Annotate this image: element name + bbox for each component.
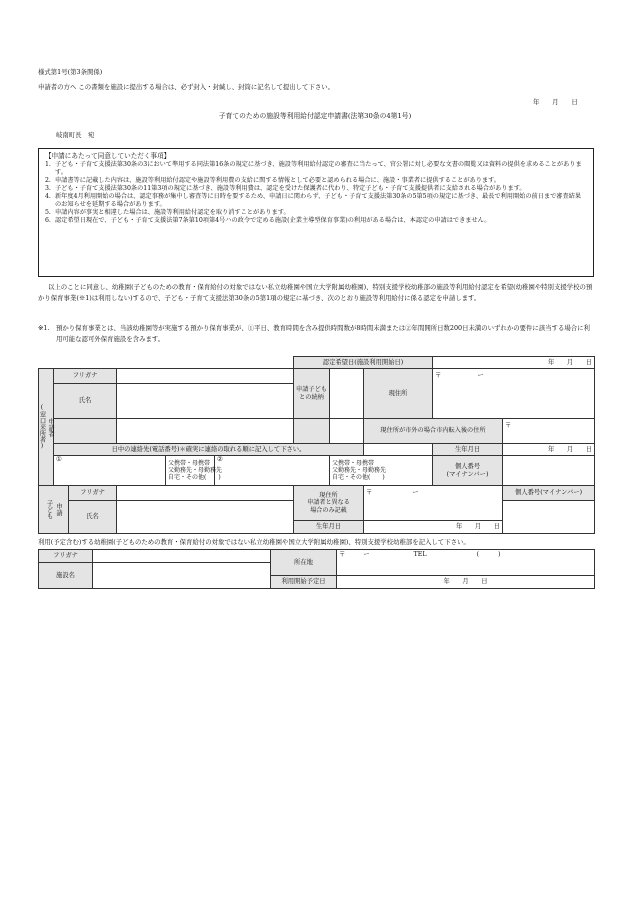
- mynumber-input[interactable]: [503, 456, 595, 486]
- child-mynumber-label: 個人番号(マイナンバー): [503, 486, 595, 501]
- applicant-table: [38, 356, 595, 534]
- applicant-name-input[interactable]: [117, 384, 294, 419]
- facility-furigana-input[interactable]: [93, 550, 271, 563]
- location-label: 所在地: [271, 550, 337, 576]
- child-name-label: 氏名: [69, 501, 117, 534]
- facility-furigana-label: フリガナ: [39, 550, 93, 563]
- alt-address-input[interactable]: 〒: [503, 419, 595, 444]
- consent-item: 3. 子ども・子育て支援法第30条の11第3項の規定に基づき、施設等利用費は、認定を受けた保護者に代わり、特定子ども・子育て支援提供者に支給される場合があります。: [45, 185, 526, 193]
- child-address-input[interactable]: 〒 ー: [364, 486, 503, 521]
- contact2-options[interactable]: 父携帯・母携帯 父勤務先・母勤務先 自宅・その他( ): [330, 456, 433, 486]
- facility-name-label: 施設名: [39, 563, 93, 589]
- blank-cell: [364, 444, 433, 456]
- child-birth-label: 生年月日: [294, 521, 364, 534]
- application-date[interactable]: 年 月 日: [533, 98, 578, 106]
- mynumber-label: 個人番号 (マイナンバー): [433, 456, 503, 486]
- relation-label: 申請子どもとの続柄: [294, 369, 330, 419]
- consent-item: 2. 申請書等に記載した内容は、施設等利用給付認定や施設等利用費の支給に関する情報として必要と認められる場合に、施設・事業者に提供することがあります。: [45, 177, 500, 185]
- contact-header: 日中の連絡先(電話番号)＊確実に連絡の取れる順に記入して下さい。: [54, 444, 364, 456]
- facility-name-input[interactable]: [93, 563, 271, 589]
- facility-table: [38, 549, 595, 589]
- child-name-input[interactable]: [117, 501, 294, 534]
- address-input[interactable]: 〒 ー: [433, 369, 595, 419]
- child-address-label: 現住所 申請者と異なる 場合のみ記載: [294, 486, 364, 521]
- blank-cell: [294, 419, 330, 444]
- blank-cell: [330, 419, 364, 444]
- contact1-input[interactable]: ①: [54, 456, 166, 486]
- form-number: 様式第1号(第3条関係): [38, 68, 103, 76]
- footnote-mark: ※1.: [38, 324, 50, 332]
- submission-instruction: 申請者の方へ この書類を施設に提出する場合は、必ず封入・封緘し、封筒に記名して提出して下さい。: [38, 83, 334, 91]
- desired-date-field[interactable]: 年 月 日: [433, 357, 595, 369]
- consent-item: 1. 子ども・子育て支援法第30条の3において準用する同法第16条の規定に基づき、施設等利用給付認定の審査に当たって、官公署に対し必要な文書の閲覧又は資料の提供を求めることがあります。: [45, 161, 582, 177]
- child-furigana-label: フリガナ: [69, 486, 117, 501]
- child-birth-date-field[interactable]: 年 月 日: [364, 521, 503, 534]
- child-mynumber-input[interactable]: [503, 501, 595, 534]
- footnote: [38, 323, 594, 345]
- document-title: 子育てのための施設等利用給付認定申請書(法第30条の4第1号): [218, 112, 412, 120]
- applicant-furigana-input[interactable]: [117, 369, 294, 384]
- addressee: 岐南町長 宛: [56, 131, 95, 139]
- start-date-field[interactable]: 年 月 日: [337, 576, 595, 589]
- child-furigana-input[interactable]: [117, 486, 294, 501]
- consent-item: 6. 認定希望日現在で、子ども・子育て支援法第7条第10項第4号ハの政令で定める施設(企業主導型保育事業)の利用がある場合は、本認定の申請はできません。: [45, 216, 491, 224]
- contact2-input[interactable]: ②: [215, 456, 330, 486]
- consent-notice-title: 【申請にあたって同意していただく事項】: [45, 152, 171, 160]
- child-side-label: 子ども 申請: [39, 486, 69, 534]
- desired-date-label: 認定希望日(施設利用開始日): [294, 357, 433, 369]
- applicant-extra-input[interactable]: [117, 419, 294, 444]
- facility-intro: 利用(予定含む)する幼稚園(子どものための教育・保育給付の対象ではない私立幼稚園や国立大学附属幼稚園)、特別支援学校幼稚部を記入して下さい。: [38, 538, 470, 546]
- blank-cell: [54, 419, 117, 444]
- alt-address-label: 現住所が市外の場合市内転入後の住所: [364, 419, 503, 444]
- location-input[interactable]: 〒 ー TEL ( ): [337, 550, 595, 576]
- applicant-furigana-label: フリガナ: [54, 369, 117, 384]
- consent-item: 4. 新年度4月利用開始の場合は、認定事務が集中し審査等に日時を要するため、申請日に関わらず、子ども・子育て支援法第30条の5第5項の規定に基づき、最長で利用開始の前日まで審査結果のお知らせを延期する場合があります。: [45, 192, 582, 208]
- birth-date-field[interactable]: 年 月 日: [503, 444, 595, 456]
- relation-input[interactable]: [330, 369, 364, 419]
- agreement-paragraph: 以上のことに同意し、幼稚園(子どものための教育・保育給付の対象ではない私立幼稚園や国立大学附属幼稚園)、特別支援学校幼稚部の施設等利用給付認定を希望(幼稚園や特別支援学校の預かり保育事業(※1)は利用しない)するので、子ども・子育て支援法第30条の5第1項の規定に基づき、次のとおり施設等利用給付に係る認定を申請します。: [38, 283, 593, 303]
- contact1-options[interactable]: 父携帯・母携帯 父勤務先・母勤務先 自宅・その他( ): [166, 456, 215, 486]
- address-label: 現住所: [364, 369, 433, 419]
- applicant-name-label: 氏名: [54, 384, 117, 419]
- applicant-side-label: (窓口来所者) 申請者: [39, 369, 54, 486]
- footnote-text: 預かり保育事業とは、当該幼稚園等が実施する預かり保育事業が、①平日、教育時間を含み提供時間数が8時間未満または②年間開所日数200日未満のいずれかの要件に該当する場合に利用可能な認可外保育施設を含みます。: [56, 324, 590, 344]
- birth-label: 生年月日: [433, 444, 503, 456]
- start-date-label: 利用開始予定日: [271, 576, 337, 589]
- consent-notice-box: [38, 148, 594, 277]
- consent-item: 5. 申請内容が事実と相違した場合は、施設等利用給付認定を取り消すことがあります。: [45, 208, 290, 216]
